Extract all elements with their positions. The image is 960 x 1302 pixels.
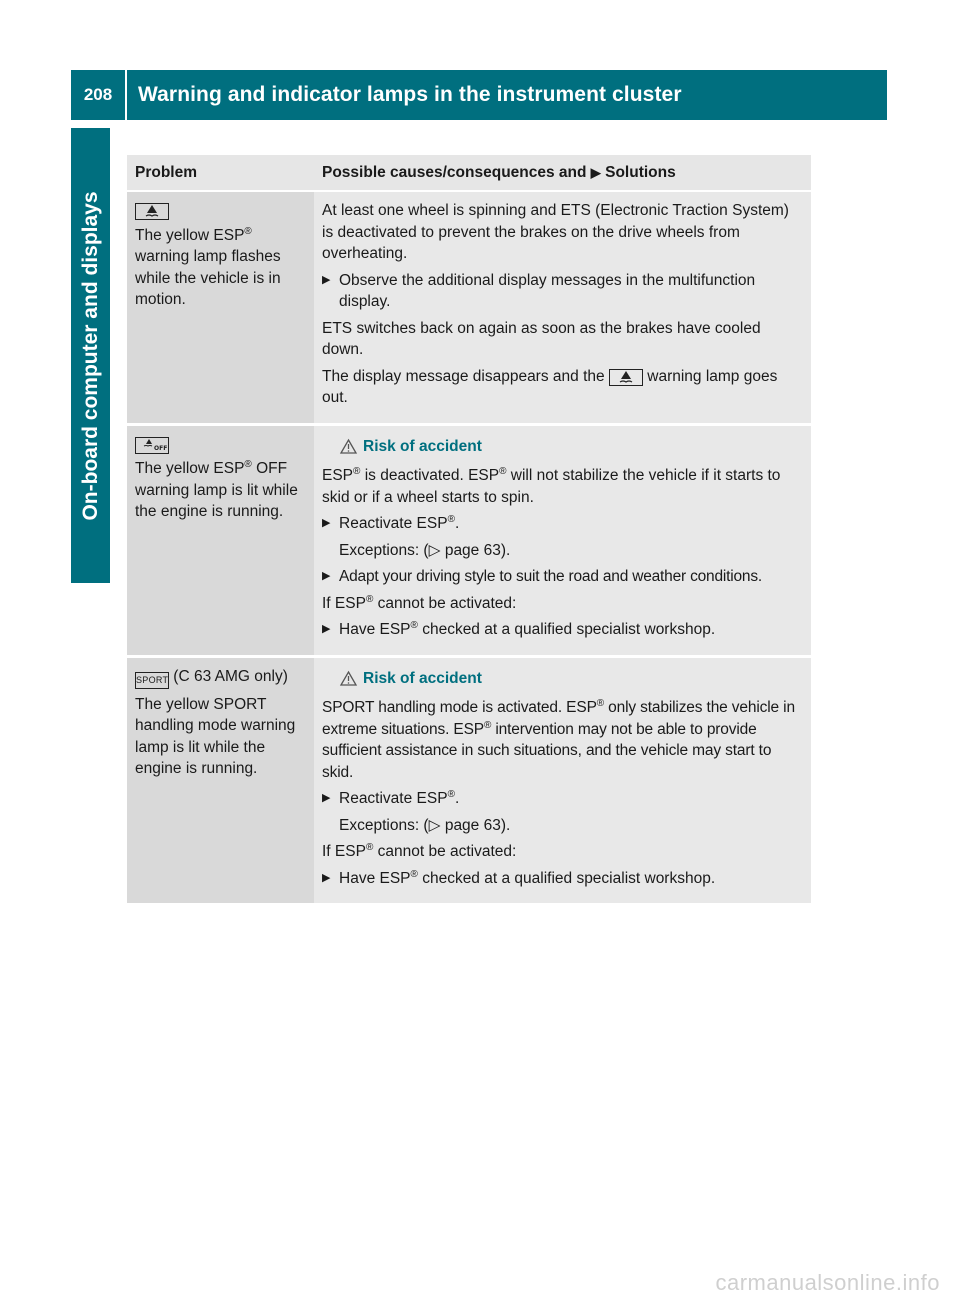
sport-mode-icon: SPORT: [135, 672, 169, 689]
warning-triangle-icon: [340, 671, 357, 686]
table-row: [127, 656, 811, 905]
step-arrow-icon: ▶: [322, 517, 331, 529]
column-header-causes: Possible causes/consequences and: [322, 163, 587, 181]
step-arrow-icon: ▶: [322, 871, 331, 884]
warning-heading: Risk of accident: [340, 668, 803, 690]
problem-text: The yellow ESP® OFF warning lamp is lit while the engine is running.: [135, 458, 298, 520]
instruction-step: ▶ Have ESP® checked at a qualified specialist workshop.: [322, 868, 803, 890]
watermark: carmanualsonline.info: [715, 1270, 940, 1295]
page-reference: Exceptions: (▷ page 63).: [339, 541, 511, 559]
svg-text:OFF: OFF: [154, 444, 168, 452]
warning-lamps-table: [127, 155, 811, 906]
instruction-step: ▶ Reactivate ESP®.: [322, 788, 803, 810]
instruction-step: ▶ Adapt your driving style to suit the road and weather conditions.: [322, 566, 803, 588]
table-row: [127, 191, 811, 424]
table-header-row: [127, 155, 811, 191]
condition-text: If ESP® cannot be activated:: [322, 593, 517, 612]
instruction-step: ▶ Have ESP® checked at a qualified specialist workshop.: [322, 619, 803, 641]
esp-skid-car-icon: [609, 369, 643, 386]
problem-heading: SPORT (C 63 AMG only): [135, 666, 306, 689]
step-arrow-icon: ▶: [322, 623, 331, 635]
solution-cell: [314, 191, 811, 424]
cause-text: At least one wheel is spinning and ETS (Electronic Traction System) is deactivated to prevent the brakes on the drive wheels from overheating.: [322, 202, 789, 262]
condition-text: If ESP® cannot be activated:: [322, 841, 517, 860]
page-reference: Exceptions: (▷ page 63).: [339, 816, 511, 834]
warning-heading: Risk of accident: [340, 436, 803, 458]
warning-text: ESP® is deactivated. ESP® will not stabilize the vehicle if it starts to skid or if a wheel starts to spin.: [322, 465, 781, 506]
solution-cell: [314, 424, 811, 656]
info-text: ETS switches back on again as soon as the brakes have cooled down.: [322, 319, 761, 358]
problem-cell: [127, 191, 314, 424]
chapter-title: On-board computer and displays: [78, 190, 102, 521]
column-header-problem: Problem: [127, 155, 314, 191]
esp-skid-car-icon: [135, 203, 169, 220]
problem-cell: [127, 424, 314, 656]
problem-text: The yellow ESP® warning lamp flashes while the vehicle is in motion.: [135, 225, 281, 308]
step-arrow-icon: ▶: [322, 792, 331, 804]
step-arrow-icon: ▶: [322, 273, 331, 286]
header-bar: [71, 70, 887, 120]
page-number: 208: [71, 70, 127, 120]
column-header-solutions: [314, 155, 811, 191]
warning-text: SPORT handling mode is activated. ESP® only stabilizes the vehicle in extreme situations. ESP® intervention may not be able to provide sufficient assistance in such situations, and the vehicle may start to skid.: [322, 697, 795, 781]
problem-text: The yellow SPORT handling mode warning lamp is lit while the engine is running.: [135, 695, 296, 777]
column-header-solutions-label: Solutions: [605, 163, 676, 181]
section-title: Warning and indicator lamps in the instrument cluster: [138, 83, 682, 106]
chapter-side-tab: [71, 128, 110, 583]
esp-off-icon: [135, 437, 169, 454]
step-arrow-icon: ▶: [322, 570, 331, 582]
table-row: [127, 424, 811, 656]
solution-cell: [314, 656, 811, 905]
info-text: The display message disappears and the warning lamp goes out.: [322, 367, 778, 406]
problem-cell: [127, 656, 314, 905]
warning-triangle-icon: [340, 439, 357, 454]
instruction-step: ▶ Observe the additional display messages in the multifunction display.: [322, 270, 803, 313]
instruction-step: ▶ Reactivate ESP®.: [322, 513, 803, 535]
arrow-icon: ▶: [590, 164, 601, 180]
